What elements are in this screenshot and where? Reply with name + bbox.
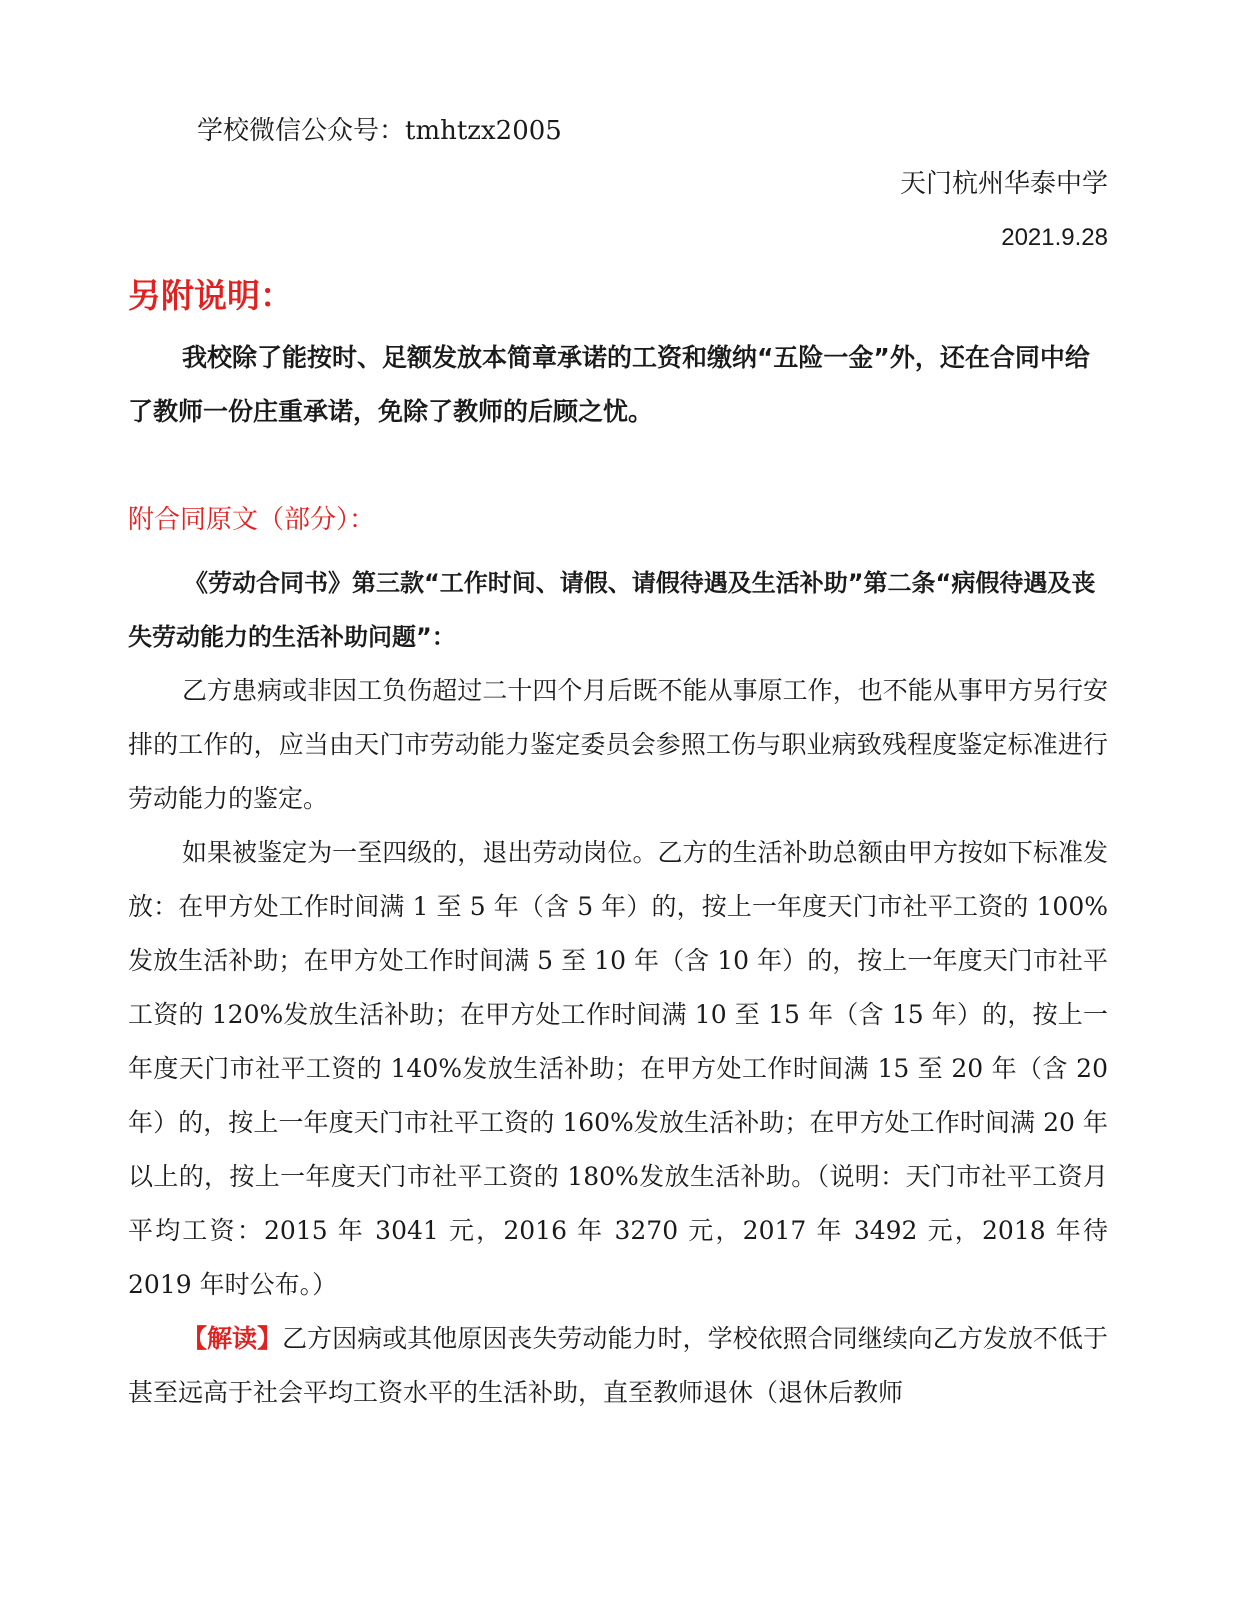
interpretation-text: 乙方因病或其他原因丧失劳动能力时，学校依照合同继续向乙方发放不低于甚至远高于社会平均工资水平的生活补助，直至教师退休（退休后教师 bbox=[128, 1324, 1108, 1407]
contract-paragraph-1: 乙方患病或非因工负伤超过二十四个月后既不能从事原工作，也不能从事甲方另行安排的工作的，应当由天门市劳动能力鉴定委员会参照工伤与职业病致残程度鉴定标准进行劳动能力的鉴定。 bbox=[128, 676, 1108, 813]
contract-title: 附合同原文（部分）： bbox=[128, 505, 376, 535]
document-date: 2021.9.28 bbox=[1001, 224, 1108, 251]
school-name: 天门杭州华泰中学 bbox=[899, 169, 1108, 199]
section-title: 另附说明： bbox=[128, 276, 293, 315]
intro-paragraph: 我校除了能按时、足额发放本简章承诺的工资和缴纳“五险一金”外，还在合同中给了教师一份庄重承诺，免除了教师的后顾之忧。 bbox=[128, 343, 1090, 426]
interpretation-tag: 【解读】 bbox=[182, 1324, 283, 1353]
interpretation-paragraph bbox=[128, 1312, 1108, 1420]
wechat-account: 学校微信公众号：tmhtzx2005 bbox=[197, 116, 562, 146]
contract-clause-heading: 《劳动合同书》第三款“工作时间、请假、请假待遇及生活补助”第二条“病假待遇及丧失劳动能力的生活补助问题”： bbox=[128, 569, 1096, 651]
contract-paragraph-2: 如果被鉴定为一至四级的，退出劳动岗位。乙方的生活补助总额由甲方按如下标准发放：在甲方处工作时间满 1 至 5 年（含 5 年）的，按上一年度天门市社平工资的 100%发放生活补助；在甲方处工作时间满 5 至 10 年（含 10 年）的，按上一年度天门市社平工资的 120%发放生活补助；在甲方处工作时间满 10 至 15 年（含 15 年）的，按上一年度天门市社平工资的 140%发放生活补助；在甲方处工作时间满 15 至 20 年（含 20 年）的，按上一年度天门市社平工资的 160%发放生活补助；在甲方处工作时间满 20 年以上的，按上一年度天门市社平工资的 180%发放生活补助。（说明：天门市社平工资月平均工资：2015 年 3041 元，2016 年 3270 元，2017 年 3492 元，2018 年待 2019 年时公布。） bbox=[128, 838, 1108, 1299]
